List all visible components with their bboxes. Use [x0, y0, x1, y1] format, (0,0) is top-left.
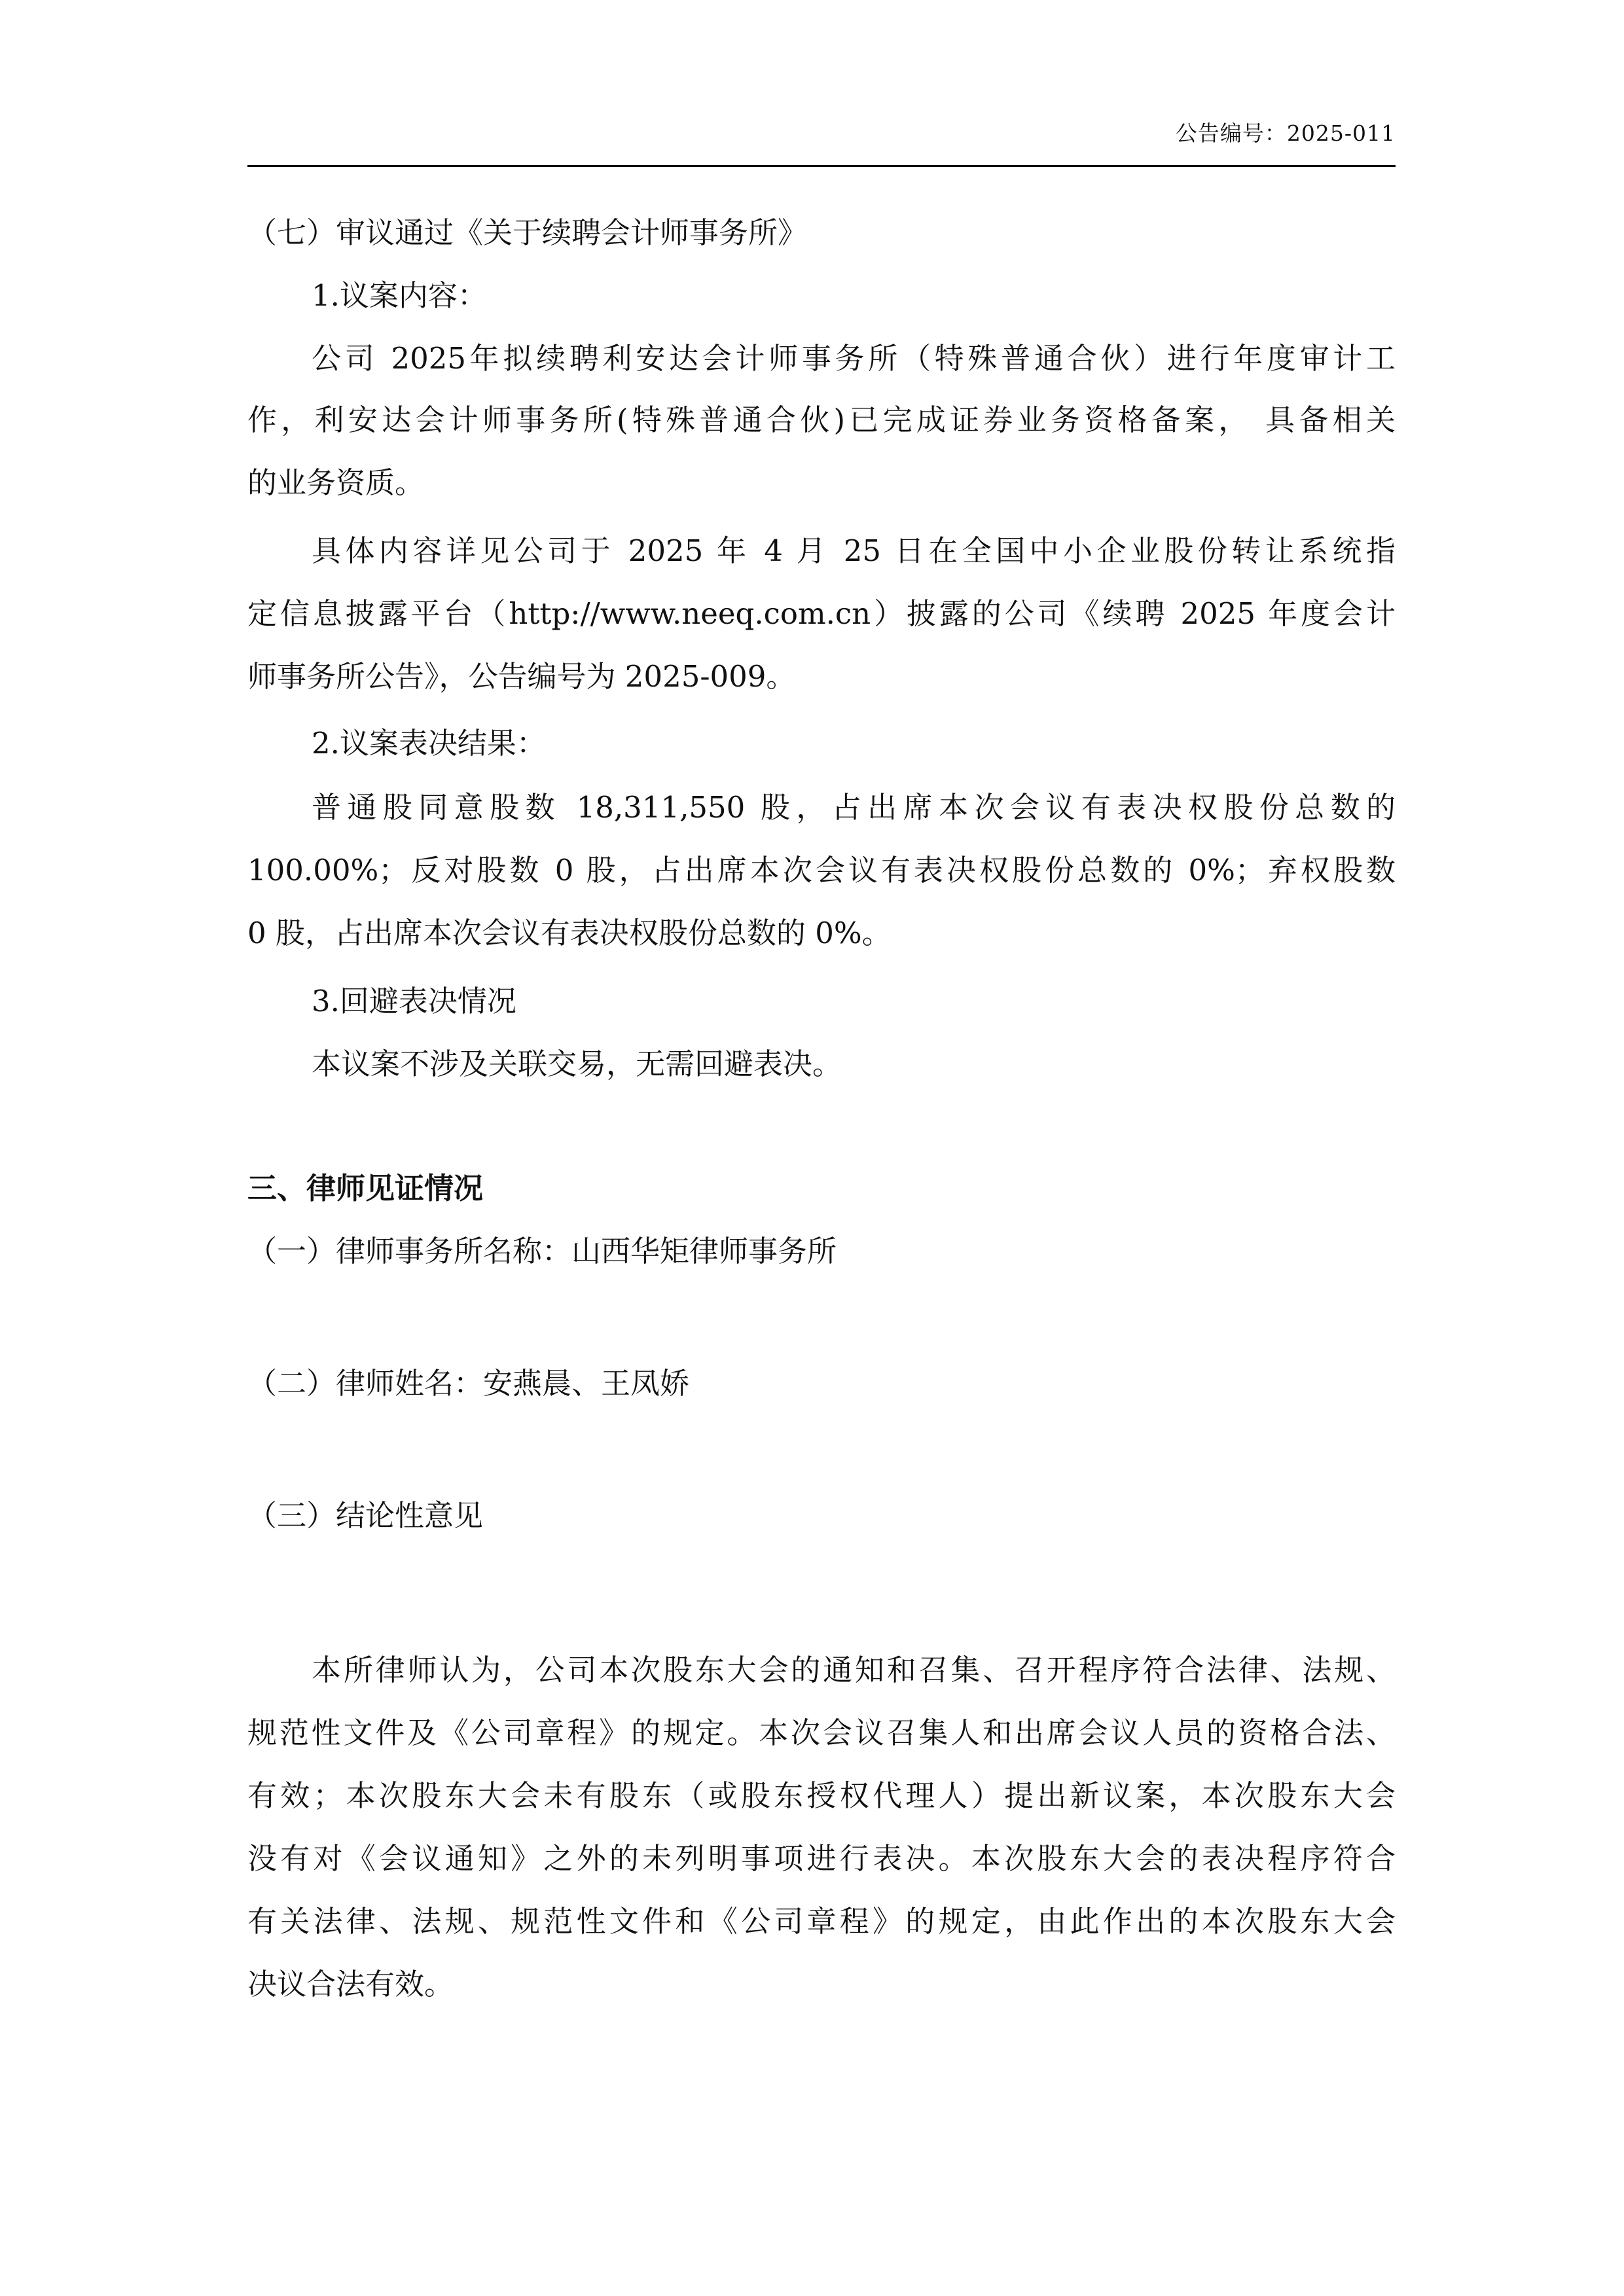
item7-result-heading: 2.议案表决结果：	[312, 726, 546, 761]
item7-content-line: 的业务资质。	[247, 465, 425, 500]
item7-content-line: 公司 2025年拟续聘利安达会计师事务所（特殊普通合伙）进行年度审计工	[312, 341, 1396, 376]
header-rule	[247, 165, 1396, 167]
opinion-line: 本所律师认为，公司本次股东大会的通知和召集、召开程序符合法律、法规、	[312, 1653, 1396, 1687]
opinion-line: 有关法律、法规、规范性文件和《公司章程》的规定，由此作出的本次股东大会	[247, 1904, 1396, 1939]
opinion-line: 没有对《会议通知》之外的未列明事项进行表决。本次股东大会的表决程序符合	[247, 1841, 1396, 1876]
item7-result-line: 普通股同意股数 18,311,550 股，占出席本次会议有表决权股份总数的	[312, 790, 1396, 825]
opinion-line: 有效；本次股东大会未有股东（或股东授权代理人）提出新议案，本次股东大会	[247, 1778, 1396, 1813]
section3-opinion-heading: （三）结论性意见	[247, 1498, 484, 1533]
opinion-line: 决议合法有效。	[247, 1967, 454, 2001]
item7-content-heading: 1.议案内容：	[312, 278, 487, 313]
item7-result-line: 100.00%；反对股数 0 股，占出席本次会议有表决权股份总数的 0%；弃权股数	[247, 853, 1396, 888]
item7-content-line: 作，利安达会计师事务所(特殊普通合伙)已完成证券业务资格备案， 具备相关	[247, 403, 1396, 437]
item7-result-line: 0 股，占出席本次会议有表决权股份总数的 0%。	[247, 916, 892, 950]
section3-lawyers: （二）律师姓名：安燕晨、王凤娇	[247, 1366, 690, 1401]
opinion-line: 规范性文件及《公司章程》的规定。本次会议召集人和出席会议人员的资格合法、	[247, 1715, 1396, 1750]
item7-detail-line: 师事务所公告》，公告编号为 2025-009。	[247, 659, 796, 694]
item7-detail-line: 定信息披露平台（http://www.neeq.com.cn）披露的公司《续聘 2025 年度会计	[247, 596, 1396, 631]
item7-avoid-heading: 3.回避表决情况	[312, 984, 516, 1018]
section3-title: 三、律师见证情况	[247, 1171, 484, 1206]
section3-firm: （一）律师事务所名称：山西华矩律师事务所	[247, 1234, 837, 1268]
item7-avoid-text: 本议案不涉及关联交易，无需回避表决。	[312, 1047, 842, 1081]
item7-title: （七）审议通过《关于续聘会计师事务所》	[247, 215, 808, 250]
item7-detail-line: 具体内容详见公司于 2025 年 4 月 25 日在全国中小企业股份转让系统指	[312, 533, 1396, 568]
notice-number: 公告编号：2025-011	[1175, 120, 1396, 146]
